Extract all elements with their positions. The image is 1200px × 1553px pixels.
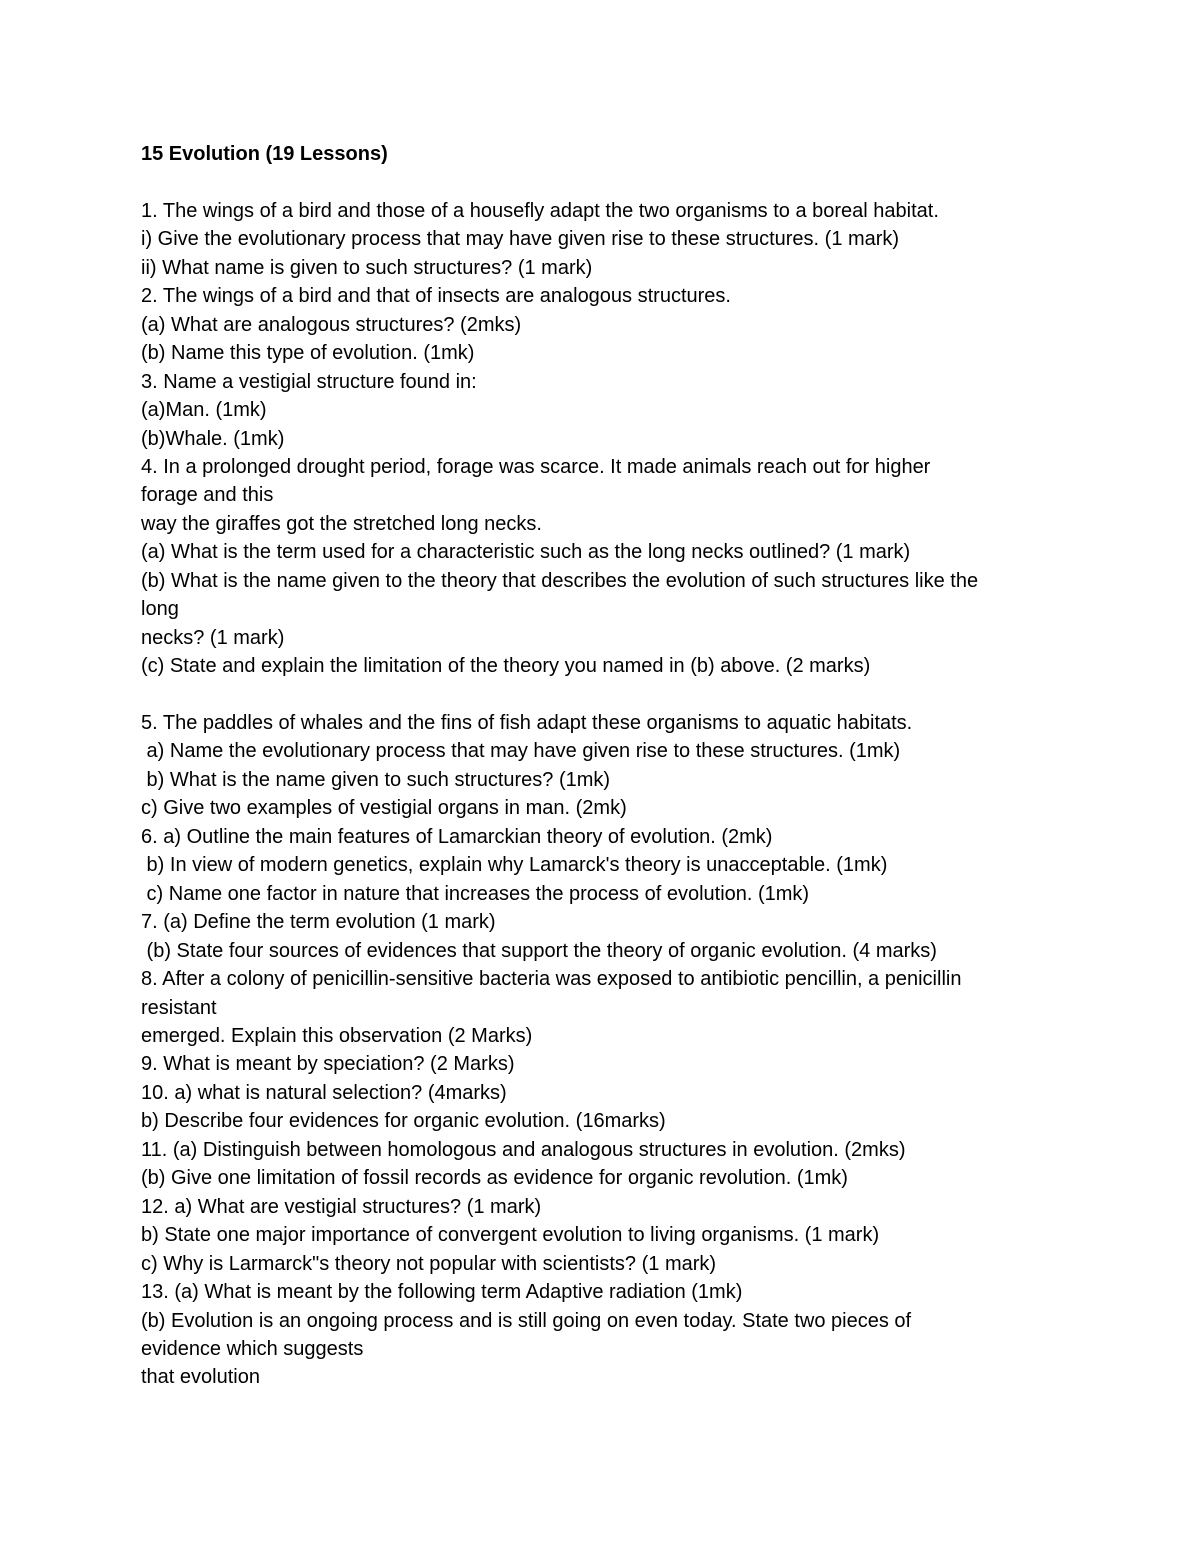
text-line: way the giraffes got the stretched long necks. [141,512,542,535]
text-line: (b) What is the name given to the theory that describes the evolution of such structures like the [141,569,979,592]
text-line: 12. a) What are vestigial structures? (1 mark) [141,1195,542,1218]
text-line: emerged. Explain this observation (2 Marks) [141,1025,533,1048]
text-line: b) Describe four evidences for organic evolution. (16marks) [141,1110,666,1133]
text-line: (b) State four sources of evidences that support the theory of organic evolution. (4 marks) [141,939,937,962]
text-line: 9. What is meant by speciation? (2 Marks) [141,1053,515,1076]
text-line: (a) What are analogous structures? (2mks) [141,313,522,336]
blank-line [141,681,1101,709]
text-line: (c) State and explain the limitation of the theory you named in (b) above. (2 marks) [141,655,871,678]
text-line: c) Name one factor in nature that increases the process of evolution. (1mk) [141,882,810,905]
text-line: i) Give the evolutionary process that may have given rise to these structures. (1 mark) [141,228,900,251]
text-line: resistant [141,996,217,1019]
text-line: 5. The paddles of whales and the fins of fish adapt these organisms to aquatic habitats. [141,712,913,735]
text-line: 8. After a colony of penicillin-sensitive bacteria was exposed to antibiotic pencillin, a penicillin [141,968,962,991]
text-line: 13. (a) What is meant by the following term Adaptive radiation (1mk) [141,1281,743,1304]
text-line: 6. a) Outline the main features of Lamarckian theory of evolution. (2mk) [141,825,773,848]
text-line: (b) Give one limitation of fossil records as evidence for organic revolution. (1mk) [141,1167,848,1190]
text-line: 3. Name a vestigial structure found in: [141,370,477,393]
text-line: (b) Name this type of evolution. (1mk) [141,342,475,365]
text-line: c) Why is Larmarck"s theory not popular with scientists? (1 mark) [141,1252,717,1275]
text-line: 4. In a prolonged drought period, forage was scarce. It made animals reach out for higher [141,455,931,478]
text-line: that evolution [141,1366,260,1389]
text-line: 10. a) what is natural selection? (4marks) [141,1081,507,1104]
text-line: (b) Evolution is an ongoing process and is still going on even today. State two pieces of [141,1309,912,1332]
text-line: 11. (a) Distinguish between homologous and analogous structures in evolution. (2mks) [141,1138,906,1161]
text-line: long [141,598,179,621]
text-line: 2. The wings of a bird and that of insects are analogous structures. [141,285,731,308]
text-line: forage and this [141,484,274,507]
document-body [141,140,1101,1392]
text-line: 7. (a) Define the term evolution (1 mark) [141,911,496,934]
blank-line [141,168,1101,196]
text-line: necks? (1 mark) [141,626,285,649]
text-line: (a)Man. (1mk) [141,399,267,422]
document-lines [141,168,1101,1391]
text-line: 1. The wings of a bird and those of a housefly adapt the two organisms to a boreal habitat. [141,199,939,222]
text-line: b) State one major importance of convergent evolution to living organisms. (1 mark) [141,1224,880,1247]
document-title: 15 Evolution (19 Lessons) [141,143,388,165]
text-line: evidence which suggests [141,1338,364,1360]
text-line: ii) What name is given to such structures? (1 mark) [141,256,593,279]
text-line: c) Give two examples of vestigial organs in man. (2mk) [141,797,627,820]
text-line: (b)Whale. (1mk) [141,427,285,450]
text-line: (a) What is the term used for a characteristic such as the long necks outlined? (1 mark) [141,541,911,564]
text-line: a) Name the evolutionary process that may have given rise to these structures. (1mk) [141,740,901,763]
text-line: b) What is the name given to such structures? (1mk) [141,768,611,791]
text-line: b) In view of modern genetics, explain why Lamarck's theory is unacceptable. (1mk) [141,854,888,877]
